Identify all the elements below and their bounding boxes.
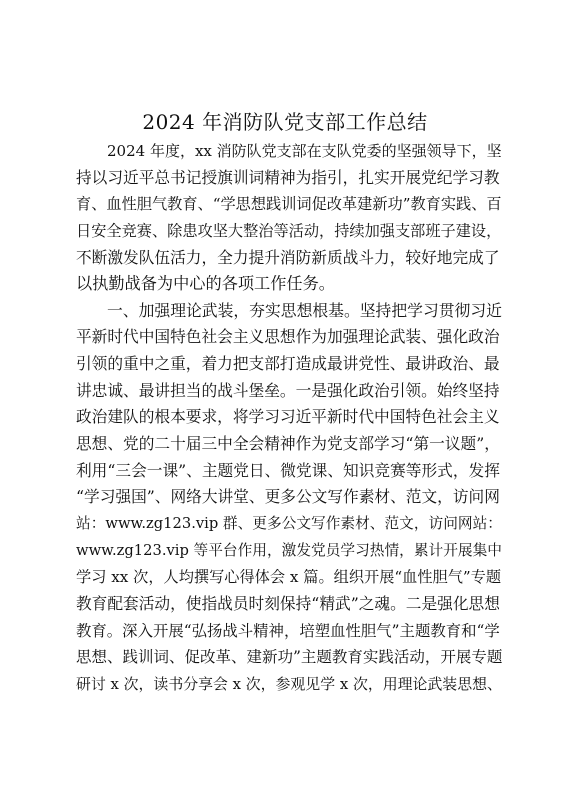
paragraph-line: 2024 年度，xx 消防队党支部在支队党委的坚强领导下，坚 <box>107 142 502 160</box>
paragraph-line: www.zg123.vip 等平台作用，激发党员学习热情，累计开展集中 <box>76 541 502 559</box>
paragraph-line: 以执勤战备为中心的各项工作任务。 <box>76 274 335 294</box>
paragraph-line: 利用“三会一课”、主题党日、微党课、知识竞赛等形式，发挥 <box>76 460 500 480</box>
paragraph-line: 研讨 x 次，读书分享会 x 次，参观见学 x 次，用理论武装思想、 <box>76 674 502 693</box>
paragraph-line: 政治建队的根本要求，将学习习近平新时代中国特色社会主义 <box>76 407 500 427</box>
paragraph-line: 引领的重中之重，着力把支部打造成最讲党性、最讲政治、最 <box>76 354 500 374</box>
paragraph-line: 思想、党的二十届三中全会精神作为党支部学习“第一议题”， <box>76 434 500 454</box>
paragraph-line: 日安全竞赛、除患攻坚大整治等活动，持续加强支部班子建设， <box>76 221 502 240</box>
paragraph-line: 思想、践训词、促改革、建新功”主题教育实践活动，开展专题 <box>76 648 503 667</box>
paragraph-line: 教育。深入开展“弘扬战斗精神，培塑血性胆气”主题教育和“学 <box>76 621 500 640</box>
paragraph-line: “学习强国”、网络大讲堂、更多公文写作素材、范文，访问网 <box>76 487 500 507</box>
document-title: 2024 年消防队党支部工作总结 <box>142 110 428 134</box>
paragraph-line: 平新时代中国特色社会主义思想作为加强理论武装、强化政治 <box>76 327 500 347</box>
paragraph-line: 教育配套活动，使指战员时刻保持“精武”之魂。二是强化思想 <box>76 593 500 613</box>
paragraph-line: 持以习近平总书记授旗训词精神为指引，扎实开展党纪学习教 <box>76 167 500 187</box>
paragraph-line: 不断激发队伍活力，全力提升消防新质战斗力，较好地完成了 <box>76 247 500 267</box>
paragraph-line: 站：www.zg123.vip 群、更多公文写作素材、范文，访问网站： <box>76 514 502 532</box>
paragraph-line: 讲忠诚、最讲担当的战斗堡垒。一是强化政治引领。始终坚持 <box>76 380 500 400</box>
paragraph-line: 学习 xx 次，人均撰写心得体会 x 篇。组织开展“血性胆气”专题 <box>76 568 502 587</box>
paragraph-line: 一、加强理论武装，夯实思想根基。坚持把学习贯彻习近 <box>107 300 502 320</box>
document-body <box>76 138 502 697</box>
paragraph-line: 育、血性胆气教育、“学思想践训词促改革建新功”教育实践、百 <box>76 195 502 214</box>
